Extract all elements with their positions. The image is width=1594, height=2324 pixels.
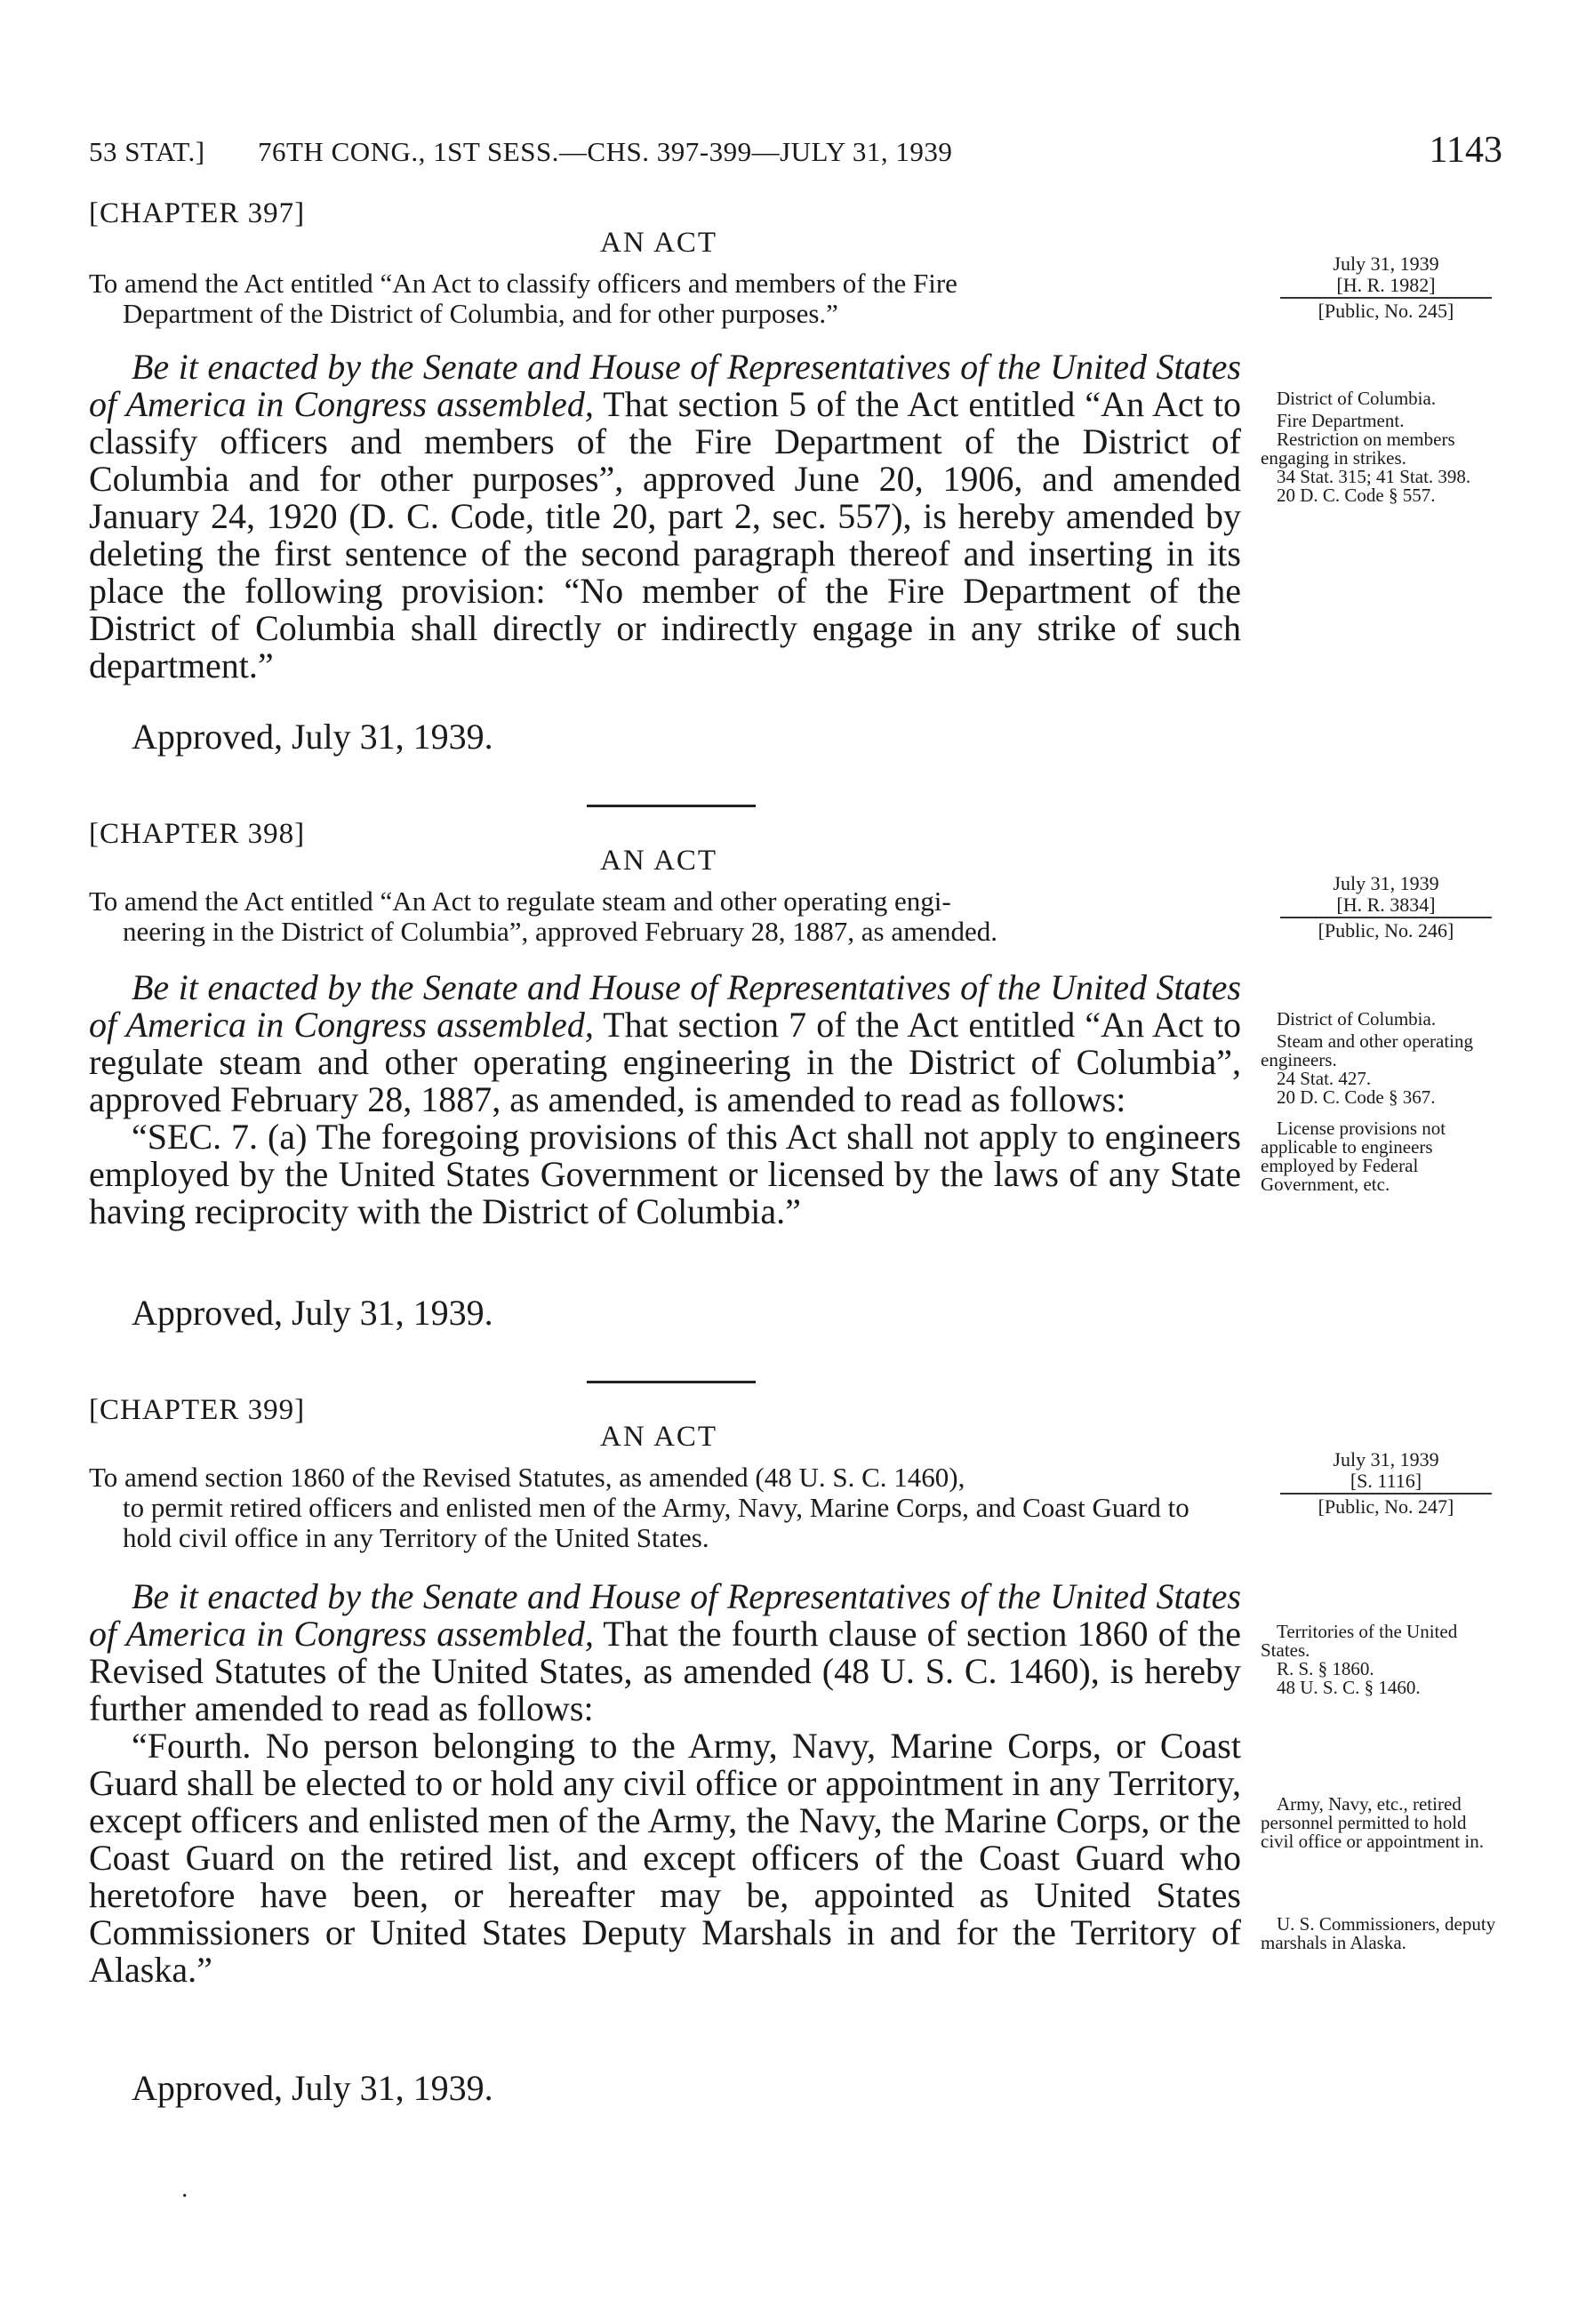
margin-note: 34 Stat. 315; 41 Stat. 398.: [1277, 466, 1471, 487]
margin-note: U. S. Commissioners, deputy marshals in Alaska.: [1261, 1913, 1496, 1953]
chapter-397-label: [CHAPTER 397]: [89, 197, 306, 229]
section-divider: [587, 1381, 756, 1383]
chapter-398-title-line1: To amend the Act entitled “An Act to regulate steam and other operating engi-: [89, 886, 951, 917]
chapter-398-enacting-clause: Be it enacted by the Senate and House of Representatives of the United States of America in Congress assembled,: [89, 967, 1241, 1045]
chapter-398-date: July 31, 1939: [1333, 872, 1439, 894]
chapter-399-title-line2: to permit retired officers and enlisted men of the Army, Navy, Marine Corps, and Coast Guard to hold civil office in any Territory of the United States.: [123, 1492, 1189, 1553]
chapter-399-date: July 31, 1939: [1333, 1448, 1439, 1471]
margin-note: Army, Navy, etc., retired personnel permitted to hold civil office or appointment in.: [1261, 1793, 1484, 1852]
chapter-399-label: [CHAPTER 399]: [89, 1394, 306, 1426]
chapter-398-title-line2: neering in the District of Columbia”, approved February 28, 1887, as amended.: [123, 916, 997, 947]
chapter-399-title-line1: To amend section 1860 of the Revised Statutes, as amended (48 U. S. C. 1460),: [89, 1462, 965, 1493]
margin-note: 24 Stat. 427.: [1277, 1068, 1372, 1089]
chapter-397-title-line1: To amend the Act entitled “An Act to classify officers and members of the Fire: [89, 268, 957, 299]
chapter-398-bill: [H. R. 3834]: [1280, 894, 1492, 918]
chapter-397-title-line2: Department of the District of Columbia, and for other purposes.”: [123, 298, 838, 329]
chapter-398-title: [89, 886, 1245, 947]
chapter-399-title: [89, 1463, 1245, 1553]
chapter-398-body: [89, 969, 1241, 1230]
margin-note: Steam and other operating engineers.: [1261, 1030, 1474, 1070]
chapter-398-public-law: [Public, No. 246]: [1318, 919, 1454, 942]
chapter-397-approved: Approved, July 31, 1939.: [132, 717, 493, 757]
chapter-397-public-law: [Public, No. 245]: [1318, 300, 1454, 322]
chapter-397-margin-notes: [1261, 389, 1502, 505]
chapter-398-margin-notes: [1261, 1010, 1502, 1194]
chapter-397-bill: [H. R. 1982]: [1280, 275, 1492, 299]
margin-note: Restriction on members engaging in strikes.: [1261, 429, 1455, 469]
page-number: 1143: [1429, 130, 1502, 171]
margin-note: License provisions not applicable to engineers employed by Federal Government, etc.: [1261, 1118, 1446, 1195]
running-header: [89, 129, 1502, 182]
chapter-399-enacting-clause: Be it enacted by the Senate and House of Representatives of the United States of America in Congress assembled,: [89, 1576, 1241, 1654]
chapter-398-an-act: AN ACT: [600, 845, 718, 877]
chapter-399-sidebar: [1271, 1449, 1501, 1518]
chapter-399-quoted: “Fourth. No person belonging to the Army, Navy, Marine Corps, or Coast Guard shall be elected to or hold any civil office or appointment in any Territory, except officers and enlisted men of the Army, the Navy, the Marine Corps, or the Coast Guard on the retired list, and except officers of the Coast Guard who heretofore have been, or hereafter may be, appointed as United States Commissioners or United States Deputy Marshals in and for the Territory of Alaska.”: [89, 1726, 1241, 1990]
chapter-398-label: [CHAPTER 398]: [89, 818, 306, 850]
chapter-399-approved: Approved, July 31, 1939.: [132, 2068, 493, 2108]
chapter-399-text: That the fourth clause of section 1860 of the Revised Statutes of the United States, as amended (48 U. S. C. 1460), is hereby further amended to read as follows:: [89, 1614, 1242, 1728]
chapter-397-body: [89, 349, 1241, 685]
section-divider: [587, 805, 756, 807]
chapter-399-bill: [S. 1116]: [1280, 1471, 1492, 1495]
margin-note: 20 D. C. Code § 557.: [1277, 485, 1436, 506]
chapter-397-sidebar: [1271, 253, 1501, 322]
chapter-397-title: [89, 268, 1245, 329]
margin-note: District of Columbia.: [1277, 1008, 1437, 1030]
chapter-399-body: [89, 1578, 1241, 1989]
stray-mark: ·: [180, 2183, 189, 2210]
chapter-398-sidebar: [1271, 873, 1501, 942]
chapter-397-an-act: AN ACT: [600, 227, 718, 259]
margin-note: 20 D. C. Code § 367.: [1277, 1086, 1436, 1108]
chapter-397-enacting-clause: Be it enacted by the Senate and House of Representatives of the United States of America in Congress assembled,: [89, 347, 1241, 424]
chapter-397-date: July 31, 1939: [1333, 252, 1439, 275]
margin-note: 48 U. S. C. § 1460.: [1277, 1677, 1421, 1698]
margin-note: Fire Department.: [1277, 410, 1405, 431]
margin-note: District of Columbia.: [1277, 388, 1437, 409]
chapter-398-quoted: “SEC. 7. (a) The foregoing provisions of this Act shall not apply to engineers employed by the United States Government or licensed by the laws of any State having reciprocity with the District of Columbia.”: [89, 1117, 1241, 1231]
chapter-398-approved: Approved, July 31, 1939.: [132, 1293, 493, 1333]
margin-note: Territories of the United States.: [1261, 1621, 1458, 1661]
chapter-397-text: That section 5 of the Act entitled “An Act to classify officers and members of the Fire Department of the District of Columbia and for other purposes”, approved June 20, 1906, and amended January 24, 1920 (D. C. Code, title 20, part 2, sec. 557), is hereby amended by deleting the first sentence of the second paragraph thereof and inserting in its place the following provision: “No member of the Fire Department of the District of Columbia shall directly or indirectly engage in any strike of such department.”: [89, 384, 1241, 685]
chapter-398-text: That section 7 of the Act entitled “An Act to regulate steam and other operating engineering in the District of Columbia”, approved February 28, 1887, as amended, is amended to read as follows:: [89, 1005, 1241, 1119]
volume-citation: 53 STAT.]: [89, 136, 205, 167]
chapter-399-public-law: [Public, No. 247]: [1318, 1495, 1454, 1518]
margin-note: R. S. § 1860.: [1277, 1658, 1374, 1679]
session-citation: 76TH CONG., 1ST SESS.—CHS. 397-399—JULY 31, 1939: [258, 136, 953, 167]
chapter-399-margin-notes: [1261, 1623, 1502, 1952]
chapter-399-an-act: AN ACT: [600, 1421, 718, 1453]
